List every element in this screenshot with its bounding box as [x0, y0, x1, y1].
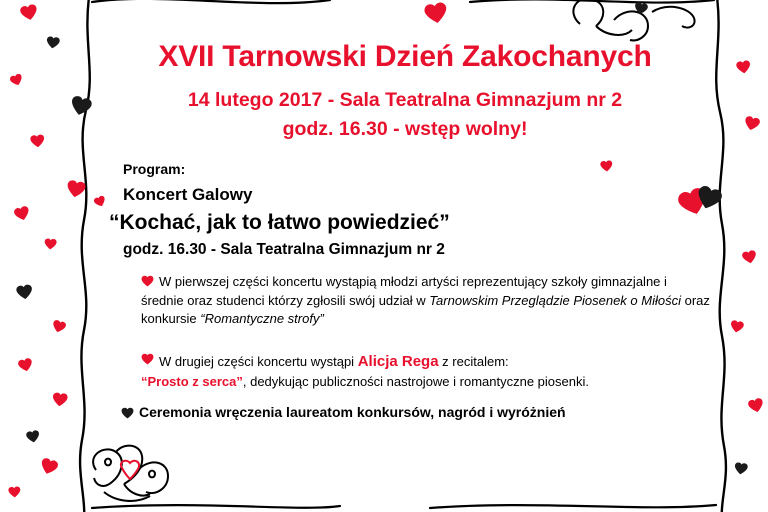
heart-icon [38, 456, 60, 478]
heart-icon [422, 0, 449, 26]
heart-icon [15, 283, 34, 301]
heart-icon [65, 178, 88, 199]
concert-when: godz. 16.30 - Sala Teatralna Gimnazjum nr 2 [123, 240, 445, 258]
paragraph2-text-3: , dedykując publiczności nastrojowe i romantyczne piosenki. [242, 373, 589, 389]
heart-icon [18, 2, 39, 22]
heart-icon [735, 59, 752, 75]
heart-icon [746, 396, 765, 414]
paragraph2-text-2: z recitalem: [438, 354, 509, 370]
heart-icon [50, 318, 67, 334]
heart-icon [123, 352, 136, 364]
heart-icon [123, 274, 136, 286]
ceremony-line [121, 404, 715, 420]
ceremony-text: Ceremonia wręczenia laureatom konkursów, nagród i wyróżnień [139, 403, 566, 420]
page-title: XVII Tarnowski Dzień Zakochanych [158, 40, 652, 73]
poster-content [95, 40, 715, 420]
paragraph-second-part [141, 351, 711, 392]
paragraph1-text-2: oraz konkursie [141, 292, 710, 327]
program-label: Program: [123, 160, 186, 177]
heart-icon [741, 249, 759, 266]
paragraph-first-part [141, 273, 711, 330]
paragraph1-italic-1: Tarnowskim Przeglądzie Piosenek o Miłości [429, 292, 681, 308]
heart-icon [17, 356, 35, 373]
event-date-line: 14 lutego 2017 - Sala Teatralna Gimnazjum nr 2 [187, 89, 623, 111]
heart-icon [742, 114, 761, 132]
heart-icon [29, 133, 45, 148]
recital-title: “Prosto z serca” [141, 373, 243, 389]
heart-icon [51, 391, 68, 408]
heart-icon [8, 486, 22, 499]
heart-icon [44, 238, 58, 251]
heart-icon [25, 429, 41, 444]
concert-title: “Kochać, jak to łatwo powiedzieć” [109, 210, 450, 234]
heart-icon [12, 204, 32, 223]
heart-icon [45, 35, 61, 50]
paragraph1-text-1: W pierwszej części koncertu wystąpią młodzi artyści reprezentujący szkoły gimnazjalne i średnie oraz studenci którzy zgłosili swój udział w [141, 273, 667, 308]
paragraph2-text-1: W drugiej części koncertu wystąpi [159, 354, 358, 370]
heart-icon [8, 72, 24, 88]
heart-icon [121, 407, 133, 418]
heart-icon [729, 319, 745, 334]
artist-name: Alicja Rega [357, 353, 439, 371]
heart-icon [633, 1, 649, 17]
heart-icon [68, 94, 94, 119]
event-time-line: godz. 16.30 - wstęp wolny! [282, 118, 528, 141]
concert-label: Koncert Galowy [123, 184, 253, 204]
paragraph1-italic-2: “Romantyczne strofy” [200, 311, 324, 327]
heart-icon [733, 461, 749, 476]
